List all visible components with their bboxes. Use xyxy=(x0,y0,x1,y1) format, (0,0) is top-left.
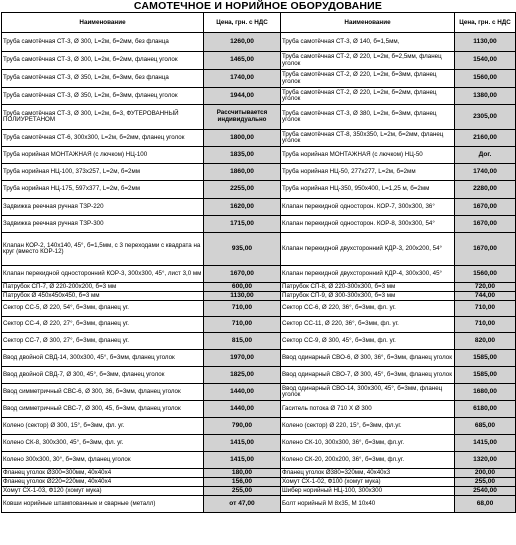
item-name-left: Фланец уголок Ø220=220мм, 40х40х4 xyxy=(2,478,204,487)
item-name-right: Клапан перекидной двухсторонний КДР-3, 200х200, 54° xyxy=(281,233,455,266)
item-price-left: от 47,00 xyxy=(204,496,281,513)
item-name-right: Сектор СС-11, Ø 220, 36°, б=3мм, фл. уг. xyxy=(281,317,455,333)
item-name-right: Труба самотёчная СТ-3, Ø 380, L=2м, б=3мм, фланец уголок xyxy=(281,105,455,130)
table-row xyxy=(2,52,516,70)
item-name-right: Хомут СХ-1-02, Ф100 (хомут мука) xyxy=(281,478,455,487)
table-header-row xyxy=(2,13,516,33)
table-row xyxy=(2,181,516,199)
item-price-left: 1860,00 xyxy=(204,164,281,181)
item-name-right: Ввод одинарный СВО-7, Ø 300, 45°, б=3мм, фланец уголок xyxy=(281,367,455,384)
item-name-right: Патрубок СП-8, Ø 220-300х300, б=3 мм xyxy=(281,283,455,292)
item-price-right: 1670,00 xyxy=(455,233,516,266)
item-name-right: Труба самотёчная СТ-2, Ø 220, L=2м, б=2,5мм, фланец уголок xyxy=(281,52,455,70)
item-name-left: Колено СК-8, 300х300, 45°, б=3мм, фл. уг. xyxy=(2,435,204,452)
header-price-left: Цена, грн. с НДС xyxy=(204,13,281,33)
item-name-left: Клапан КОР-2, 140х140, 45°, б=1,5мм, с 3 переходами с квадрата на круг (вместо КОР-12) xyxy=(2,233,204,266)
item-price-right: 1560,00 xyxy=(455,266,516,283)
table-row xyxy=(2,350,516,367)
item-price-right: 710,00 xyxy=(455,301,516,317)
item-name-right: Клапан перекидной двухсторонний КДР-4, 300х300, 45° xyxy=(281,266,455,283)
item-price-left: 1440,00 xyxy=(204,384,281,401)
item-price-right: 1740,00 xyxy=(455,164,516,181)
item-price-left: 710,00 xyxy=(204,301,281,317)
item-name-left: Ковши норийные штампованные и сварные (металл) xyxy=(2,496,204,513)
item-price-right: 2280,00 xyxy=(455,181,516,199)
item-name-right: Колено СК-20, 200х200, 36°, б=3мм, фл.уг. xyxy=(281,452,455,469)
item-name-left: Ввод симметричный СВС-6, Ø 300, 36, б=3мм, фланец уголок xyxy=(2,384,204,401)
item-price-left: 2255,00 xyxy=(204,181,281,199)
item-price-right: 1380,00 xyxy=(455,88,516,105)
table-row xyxy=(2,367,516,384)
table-row xyxy=(2,317,516,333)
item-name-right: Фланец уголок Ø380=320мм, 40х40х3 xyxy=(281,469,455,478)
item-name-right: Колено СК-10, 300х300, 36°, б=3мм, фл.уг. xyxy=(281,435,455,452)
item-price-left: 1970,00 xyxy=(204,350,281,367)
item-name-right: Клапан перекидной односторон. КОР-8, 300х300, 54° xyxy=(281,216,455,233)
item-name-left: Труба самотёчная СТ-3, Ø 300, L=2м, б=2мм, фланец уголок xyxy=(2,52,204,70)
item-price-left: 1835,00 xyxy=(204,147,281,164)
item-name-left: Сектор СС-5, Ø 220, 54°, б=3мм, фланец уг. xyxy=(2,301,204,317)
table-row xyxy=(2,496,516,513)
item-name-right: Болт норийный М 8х35, М 10х40 xyxy=(281,496,455,513)
item-name-left: Задвижка реечная ручная ТЗР-300 xyxy=(2,216,204,233)
item-price-left: 1670,00 xyxy=(204,266,281,283)
item-price-right: 6180,00 xyxy=(455,401,516,418)
item-price-right: 68,00 xyxy=(455,496,516,513)
item-name-left: Сектор СС-4, Ø 220, 27°, б=3мм, фланец уг. xyxy=(2,317,204,333)
table-row xyxy=(2,469,516,478)
item-price-left: 1415,00 xyxy=(204,452,281,469)
table-row xyxy=(2,266,516,283)
item-price-right: 2305,00 xyxy=(455,105,516,130)
item-price-right: 710,00 xyxy=(455,317,516,333)
item-name-right: Труба самотёчная СТ-2, Ø 220, L=2м, б=3мм, фланец уголок xyxy=(281,70,455,88)
item-name-right: Гаситель потока Ø 710 Х Ø 300 xyxy=(281,401,455,418)
table-row xyxy=(2,216,516,233)
item-price-left: 1415,00 xyxy=(204,435,281,452)
item-name-right: Клапан перекидной односторон. КОР-7, 300х300, 36° xyxy=(281,199,455,216)
item-name-left: Колено (сектор) Ø 300, 15°, б=3мм, фл. уг. xyxy=(2,418,204,435)
table-row xyxy=(2,233,516,266)
item-price-right: 2160,00 xyxy=(455,130,516,147)
item-name-left: Труба норийная НЦ-175, 597х377, L=2м, б=2мм xyxy=(2,181,204,199)
item-price-right: 1415,00 xyxy=(455,435,516,452)
item-name-left: Труба норийная НЦ-100, 373х257, L=2м, б=2мм xyxy=(2,164,204,181)
item-price-left: 790,00 xyxy=(204,418,281,435)
header-name-right: Наименование xyxy=(281,13,455,33)
item-name-left: Труба самотёчная СТ-6, 300х300, L=2м, б=2мм, фланец уголок xyxy=(2,130,204,147)
item-price-left: 710,00 xyxy=(204,317,281,333)
item-price-right: 1540,00 xyxy=(455,52,516,70)
header-name-left: Наименование xyxy=(2,13,204,33)
item-name-left: Труба самотёчная СТ-3, Ø 300, L=2м, б=2мм, без фланца xyxy=(2,33,204,52)
item-name-left: Патрубок Ø 450х450х450, б=3 мм xyxy=(2,292,204,301)
item-name-right: Труба норийная НЦ-50, 277х277, L=2м, б=2мм xyxy=(281,164,455,181)
item-price-right: 1670,00 xyxy=(455,199,516,216)
item-price-right: 1585,00 xyxy=(455,367,516,384)
item-name-right: Шибер норийный НЦ-100, 300х300 xyxy=(281,487,455,496)
item-price-right: 1670,00 xyxy=(455,216,516,233)
item-price-left: 815,00 xyxy=(204,333,281,350)
item-price-right: 200,00 xyxy=(455,469,516,478)
item-name-left: Патрубок СП-7, Ø 220-200х200, б=3 мм xyxy=(2,283,204,292)
item-price-left: 156,00 xyxy=(204,478,281,487)
table-body xyxy=(2,33,516,513)
item-name-right: Ввод одинарный СВО-14, 300х300, 45°, б=3мм, фланец уголок xyxy=(281,384,455,401)
item-name-left: Ввод двойной СВД-14, 300х300, 45°, б=3мм, фланец уголок xyxy=(2,350,204,367)
item-price-left: 935,00 xyxy=(204,233,281,266)
table-row xyxy=(2,283,516,292)
item-price-left: 1465,00 xyxy=(204,52,281,70)
item-name-left: Ввод симметричный СВС-7, Ø 300, 45, б=3мм, фланец уголок xyxy=(2,401,204,418)
table-row xyxy=(2,452,516,469)
item-name-left: Труба самотёчная СТ-3, Ø 350, L=2м, б=3мм, фланец уголок xyxy=(2,88,204,105)
item-price-right: 1130,00 xyxy=(455,33,516,52)
item-price-right: 744,00 xyxy=(455,292,516,301)
item-name-right: Труба самотёчная СТ-3, Ø 140, б=1,5мм, xyxy=(281,33,455,52)
item-price-left: 1620,00 xyxy=(204,199,281,216)
item-price-left: 1825,00 xyxy=(204,367,281,384)
item-price-right: 1320,00 xyxy=(455,452,516,469)
item-name-right: Труба норийная НЦ-350, 950х400, L=1,25 м, б=2мм xyxy=(281,181,455,199)
table-row xyxy=(2,487,516,496)
table-row xyxy=(2,33,516,52)
item-price-left: 1130,00 xyxy=(204,292,281,301)
page-title: САМОТЕЧНОЕ И НОРИЙНОЕ ОБОРУДОВАНИЕ xyxy=(133,0,383,12)
item-price-right: 1560,00 xyxy=(455,70,516,88)
item-price-right: 2540,00 xyxy=(455,487,516,496)
table-row xyxy=(2,478,516,487)
item-price-right: 720,00 xyxy=(455,283,516,292)
item-price-left: 180,00 xyxy=(204,469,281,478)
item-price-left: 1800,00 xyxy=(204,130,281,147)
item-price-right: 685,00 xyxy=(455,418,516,435)
item-name-left: Хомут СХ-1-03, Ф120 (хомут мука) xyxy=(2,487,204,496)
price-table xyxy=(1,12,516,513)
item-name-left: Труба самотёчная СТ-3, Ø 350, L=2м, б=3мм, без фланца xyxy=(2,70,204,88)
table-row xyxy=(2,147,516,164)
item-name-right: Патрубок СП-9, Ø 300-300х300, б=3 мм xyxy=(281,292,455,301)
item-name-right: Сектор СС-6, Ø 220, 36°, б=3мм, фл. уг. xyxy=(281,301,455,317)
table-row xyxy=(2,88,516,105)
table-row xyxy=(2,418,516,435)
header-price-right: Цена, грн. с НДС xyxy=(455,13,516,33)
item-name-left: Клапан перекидной односторонний КОР-3, 300х300, 45°, лист 3,0 мм xyxy=(2,266,204,283)
table-row xyxy=(2,105,516,130)
item-price-left: 600,00 xyxy=(204,283,281,292)
table-row xyxy=(2,292,516,301)
item-name-left: Колено 300х300, 30°, б=3мм, фланец уголок xyxy=(2,452,204,469)
item-price-left: 1440,00 xyxy=(204,401,281,418)
table-row xyxy=(2,199,516,216)
item-name-right: Ввод одинарный СВО-6, Ø 300, 36°, б=3мм, фланец уголок xyxy=(281,350,455,367)
item-name-left: Труба норийная МОНТАЖНАЯ (с лючком) НЦ-100 xyxy=(2,147,204,164)
item-price-right: 1680,00 xyxy=(455,384,516,401)
item-name-left: Сектор СС-7, Ø 300, 27°, б=3мм, фланец уг. xyxy=(2,333,204,350)
table-row xyxy=(2,130,516,147)
table-row xyxy=(2,164,516,181)
table-row xyxy=(2,301,516,317)
item-name-right: Труба норийная МОНТАЖНАЯ (с лючком) НЦ-50 xyxy=(281,147,455,164)
item-name-left: Задвижка реечная ручная ТЗР-220 xyxy=(2,199,204,216)
table-row xyxy=(2,384,516,401)
item-name-left: Ввод двойной СВД-7, Ø 300, 45°, б=3мм, фланец уголок xyxy=(2,367,204,384)
item-price-left: 1715,00 xyxy=(204,216,281,233)
item-price-left: 1944,00 xyxy=(204,88,281,105)
item-price-left: 255,00 xyxy=(204,487,281,496)
item-price-left: 1260,00 xyxy=(204,33,281,52)
table-row xyxy=(2,70,516,88)
table-row xyxy=(2,333,516,350)
item-name-left: Труба самотёчная СТ-3, Ø 300, L=2м, б=3, ФУТЕРОВАННЫЙ ПОЛИУРЕТАНОМ xyxy=(2,105,204,130)
item-name-right: Колено (сектор) Ø 220, 15°, б=3мм, фл.уг. xyxy=(281,418,455,435)
item-name-right: Сектор СС-9, Ø 300, 45°, б=3мм, фл. уг. xyxy=(281,333,455,350)
table-row xyxy=(2,401,516,418)
item-name-left: Фланец уголок Ø300=300мм, 40х40х4 xyxy=(2,469,204,478)
item-name-right: Труба самотёчная СТ-8, 350х350, L=2м, б=2мм, фланец уголок xyxy=(281,130,455,147)
item-price-left: 1740,00 xyxy=(204,70,281,88)
table-row xyxy=(2,435,516,452)
item-name-right: Труба самотёчная СТ-2, Ø 220, L=2м, б=2мм, фланец уголок xyxy=(281,88,455,105)
item-price-right: 255,00 xyxy=(455,478,516,487)
item-price-left: Рассчитывается индивидуально xyxy=(204,105,281,130)
item-price-right: 1585,00 xyxy=(455,350,516,367)
item-price-right: 820,00 xyxy=(455,333,516,350)
item-price-right: Дог. xyxy=(455,147,516,164)
